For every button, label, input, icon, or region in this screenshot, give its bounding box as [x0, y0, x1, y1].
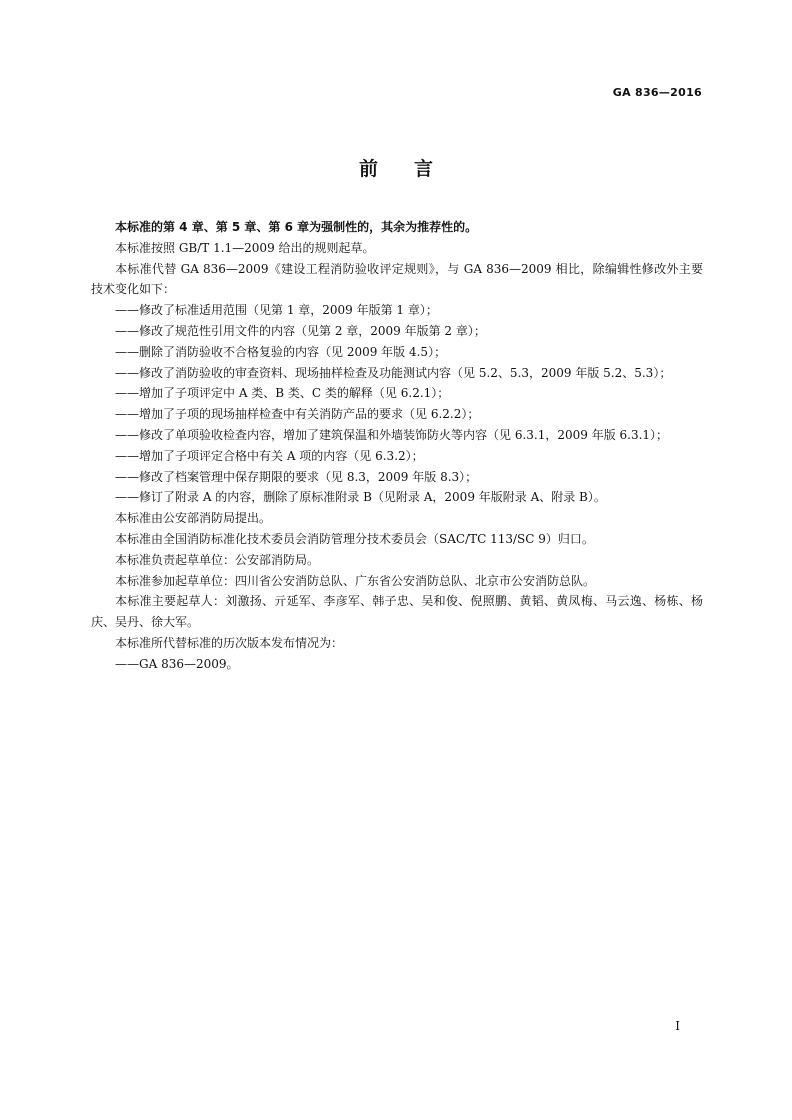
list-item: ——增加了子项评定中 A 类、B 类、C 类的解释（见 6.2.1）；: [115, 386, 450, 401]
history-list: [91, 654, 703, 675]
list-item: ——修改了规范性引用文件的内容（见第 2 章，2009 年版第 2 章）；: [115, 323, 486, 338]
document-body: [91, 217, 703, 675]
drafting-rule-paragraph: 本标准按照 GB/T 1.1—2009 给出的规则起草。: [115, 240, 375, 255]
mandatory-statement: 本标准的第 4 章、第 5 章、第 6 章为强制性的，其余为推荐性的。: [115, 220, 478, 234]
list-item: ——修改了标准适用范围（见第 1 章，2009 年版第 1 章）；: [115, 303, 438, 318]
page-number: I: [675, 1019, 680, 1033]
proposer-paragraph: 本标准由公安部消防局提出。: [115, 511, 272, 526]
list-item: ——修改了单项验收检查内容，增加了建筑保温和外墙装饰防火等内容（见 6.3.1，2009 年版 6.3.1）；: [115, 427, 669, 442]
page-title: 前言: [358, 158, 469, 180]
replacement-paragraph: 本标准代替 GA 836—2009《建设工程消防验收评定规则》，与 GA 836—2009 相比，除编辑性修改外主要技术变化如下：: [91, 261, 703, 297]
list-item: ——修改了档案管理中保存期限的要求（见 8.3，2009 年版 8.3）；: [115, 469, 478, 484]
drafters-paragraph: 本标准主要起草人：刘激扬、亓延军、李彦军、韩子忠、吴和俊、倪照鹏、黄韬、黄凤梅、马云逸、杨栋、杨庆、吴丹、徐大军。: [91, 594, 703, 630]
committee-paragraph: 本标准由全国消防标准化技术委员会消防管理分技术委员会（SAC/TC 113/SC 9）归口。: [115, 531, 594, 546]
history-intro-paragraph: 本标准所代替标准的历次版本发布情况为：: [115, 635, 344, 650]
list-item: ——GA 836—2009。: [115, 656, 239, 671]
list-item: ——修订了附录 A 的内容，删除了原标准附录 B（见附录 A，2009 年版附录 A、附录 B）。: [115, 490, 606, 505]
standard-code: GA 836—2016: [612, 86, 702, 99]
list-item: ——删除了消防验收不合格复验的内容（见 2009 年版 4.5）；: [115, 344, 447, 359]
changes-list: [91, 300, 703, 508]
list-item: ——增加了子项的现场抽样检查中有关消防产品的要求（见 6.2.2）；: [115, 407, 480, 422]
list-item: ——增加了子项评定合格中有关 A 项的内容（见 6.3.2）；: [115, 448, 424, 463]
drafting-unit-paragraph: 本标准负责起草单位：公安部消防局。: [115, 552, 320, 567]
participating-units-paragraph: 本标准参加起草单位：四川省公安消防总队、广东省公安消防总队、北京市公安消防总队。: [115, 573, 596, 588]
list-item: ——修改了消防验收的审查资料、现场抽样检查及功能测试内容（见 5.2、5.3，2009 年版 5.2、5.3）；: [115, 365, 672, 380]
